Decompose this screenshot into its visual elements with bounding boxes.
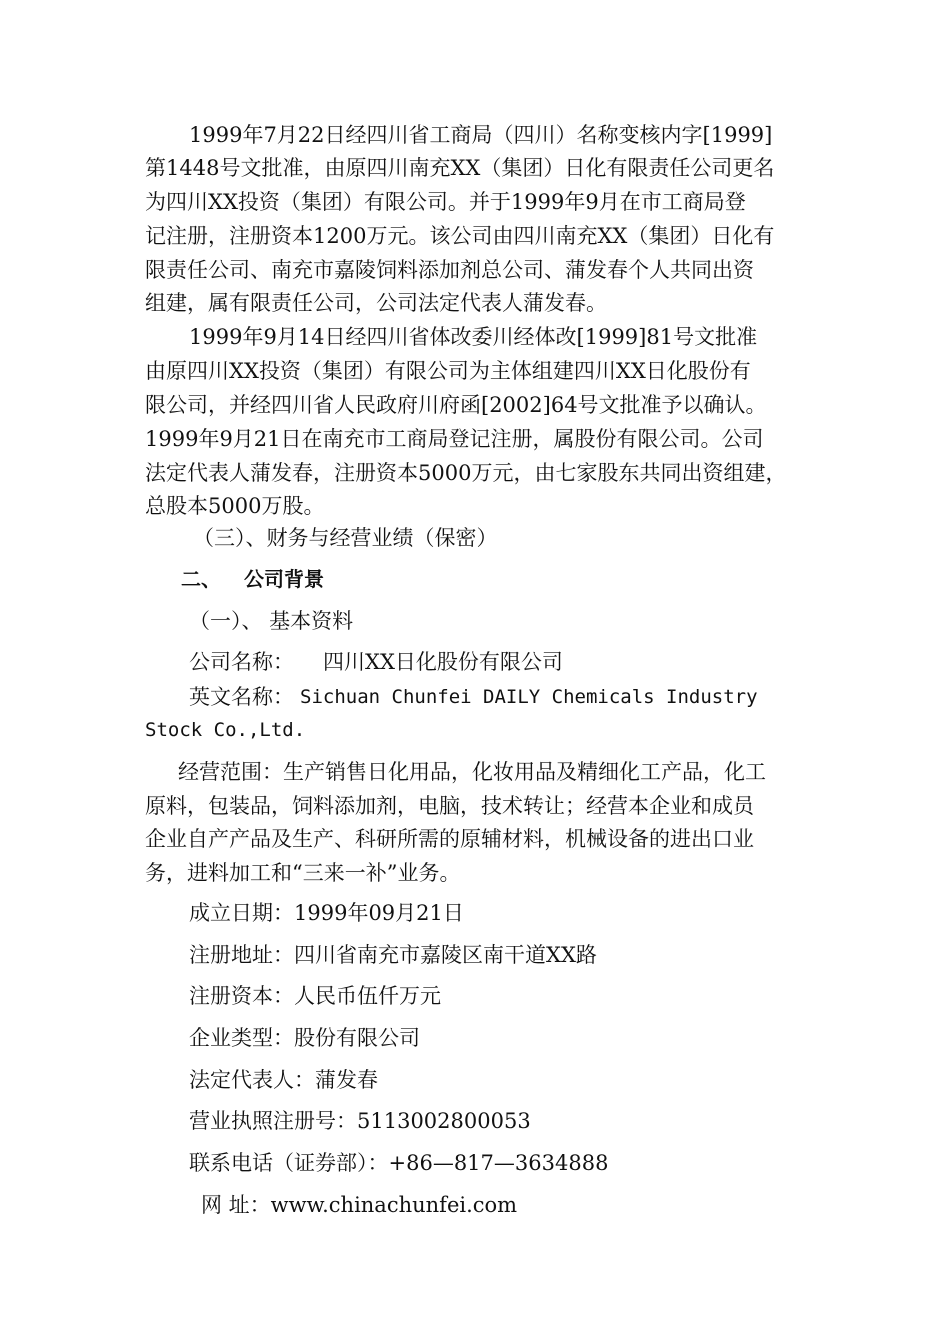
business-scope-line4: 务，进料加工和“三来一补”业务。: [145, 861, 461, 885]
business-scope-line1: 经营范围：生产销售日化用品，化妆用品及精细化工产品，化工: [178, 760, 766, 784]
english-name-label: 英文名称：: [189, 685, 294, 709]
license-number: 营业执照注册号：5113002800053: [189, 1109, 531, 1133]
registered-capital: 注册资本：人民币伍仟万元: [189, 984, 441, 1008]
section-title: 公司背景: [244, 567, 324, 591]
para2-line4: 1999年9月21日在南充市工商局登记注册，属股份有限公司。公司: [145, 427, 764, 451]
para1-line6: 组建，属有限责任公司，公司法定代表人蒲发春。: [145, 291, 607, 315]
business-scope-line3: 企业自产产品及生产、科研所需的原辅材料，机械设备的进出口业: [145, 827, 754, 851]
section-number: 二、: [181, 567, 221, 591]
para2-line3: 限公司，并经四川省人民政府川府函[2002]64号文批准予以确认。: [145, 393, 767, 417]
subsection-financial-heading: （三）、财务与经营业绩（保密）: [193, 526, 498, 550]
para2-line6: 总股本5000万股。: [145, 494, 325, 518]
enterprise-type: 企业类型：股份有限公司: [189, 1026, 420, 1050]
english-name-value-line2: Stock Co.,Ltd.: [145, 719, 306, 741]
company-name-value: 四川XX日化股份有限公司: [323, 650, 563, 674]
para1-line3: 为四川XX投资（集团）有限公司。并于1999年9月在市工商局登: [145, 190, 746, 214]
para1-line4: 记注册，注册资本1200万元。该公司由四川南充XX（集团）日化有: [145, 224, 775, 248]
contact-phone: 联系电话（证券部）：+86—817—3634888: [189, 1151, 609, 1175]
legal-representative: 法定代表人：蒲发春: [189, 1068, 378, 1092]
company-name-label: 公司名称：: [189, 650, 294, 674]
para1-line5: 限责任公司、南充市嘉陵饲料添加剂总公司、蒲发春个人共同出资: [145, 258, 754, 282]
business-scope-line2: 原料，包装品，饲料添加剂，电脑，技术转让；经营本企业和成员: [145, 794, 754, 818]
para2-line1: 1999年9月14日经四川省体改委川经体改[1999]81号文批准: [189, 325, 758, 349]
para2-line2: 由原四川XX投资（集团）有限公司为主体组建四川XX日化股份有: [145, 359, 751, 383]
established-date: 成立日期：1999年09月21日: [189, 901, 464, 925]
para1-line1: 1999年7月22日经四川省工商局（四川）名称变核内字[1999]: [189, 123, 773, 147]
subsection-basic-info-heading: （一）、 基本资料: [189, 609, 354, 633]
website: 网 址：www.chinachunfei.com: [201, 1193, 518, 1217]
english-name-value-line1: Sichuan Chunfei DAILY Chemicals Industry: [300, 686, 758, 708]
registered-address: 注册地址：四川省南充市嘉陵区南干道XX路: [189, 943, 597, 967]
para2-line5: 法定代表人蒲发春，注册资本5000万元，由七家股东共同出资组建，: [145, 461, 787, 485]
para1-line2: 第1448号文批准，由原四川南充XX（集团）日化有限责任公司更名: [145, 156, 775, 180]
